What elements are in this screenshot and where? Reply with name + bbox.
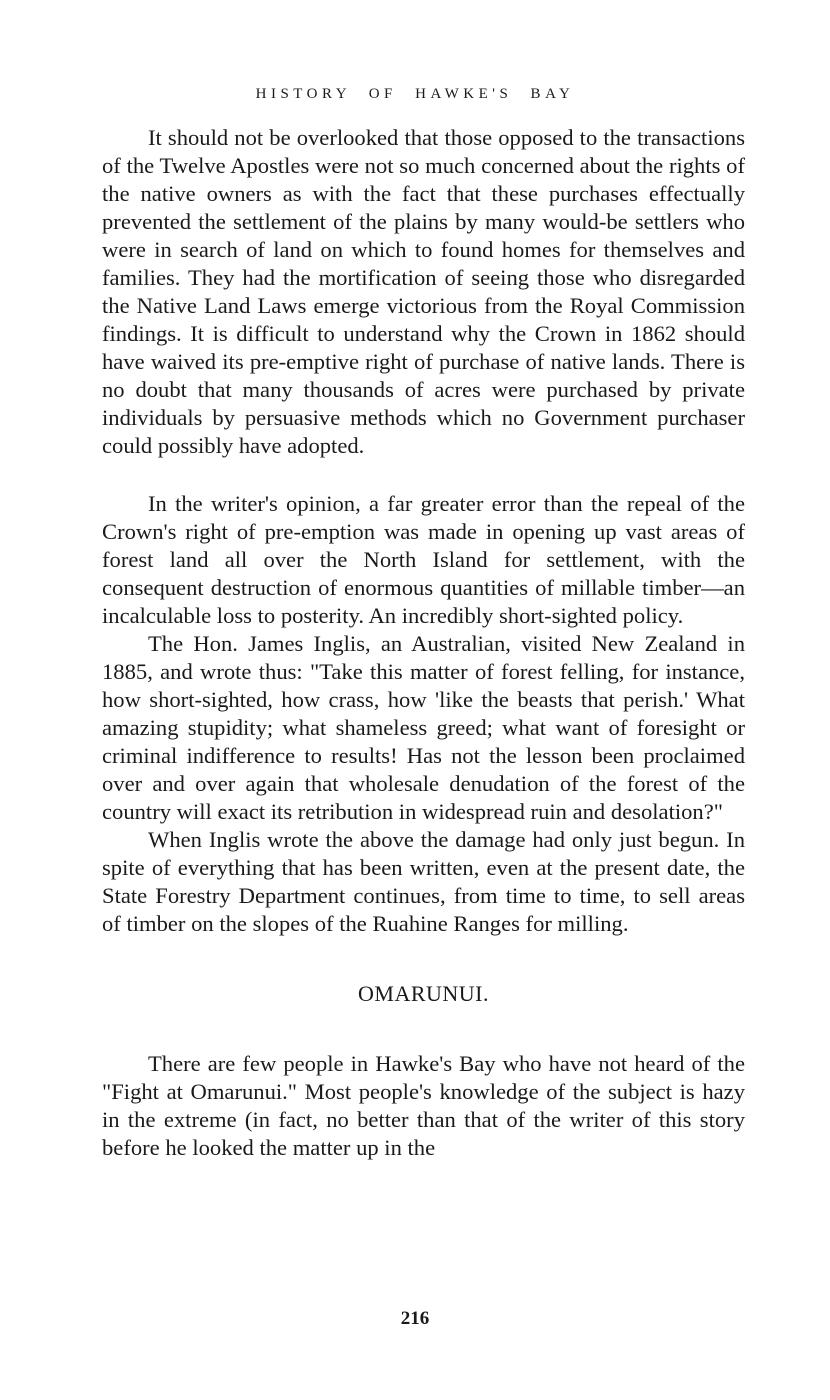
running-header: HISTORY OF HAWKE'S BAY [255,86,575,102]
paragraph-damage-begun: When Inglis wrote the above the damage had only just begun. In spite of everything that has been written, even at the present date, the State Forestry Department continues, from time to time, to sell areas of timber on the slopes of the Ruahine Ranges for milling. [102,827,745,936]
paragraph-forest-land: In the writer's opinion, a far greater error than the repeal of the Crown's right of pre-emption was made in opening up vast areas of forest land all over the North Island for settlement, with the consequent destruction of enormous quantities of millable timber—an incalculable loss to posterity. An incredibly short-sighted policy. [102,491,745,628]
page-number: 216 [400,1308,430,1329]
paragraph-gap [102,460,745,490]
paragraph-twelve-apostles: It should not be overlooked that those opposed to the transactions of the Twelve Apostles were not so much concerned about the rights of the native owners as with the fact that these purchases effectually prevented the settlement of the plains by many would-be settlers who were in search of land on which to found homes for themselves and families. They had the mortification of seeing those who disregarded the Native Land Laws emerge victorious from the Royal Commission findings. It is difficult to understand why the Crown in 1862 should have waived its pre-emptive right of purchase of native lands. There is no doubt that many thousands of acres were purchased by private individuals by persuasive methods which no Government purchaser could possibly have adopted. [102,125,745,458]
paragraph-omarunui-intro: There are few people in Hawke's Bay who have not heard of the "Fight at Omarunui." Most people's knowledge of the subject is hazy in the extreme (in fact, no better than that of the writer of this story before he looked the matter up in the [102,1051,745,1160]
section-heading-omarunui: OMARUNUI. [358,981,489,1006]
body-text [102,124,745,1162]
paragraph-inglis-quote: The Hon. James Inglis, an Australian, visited New Zealand in 1885, and wrote thus: "Take this matter of forest felling, for instance, how short-sighted, how crass, how 'like the beasts that perish.' What amazing stupidity; what shameless greed; what want of foresight or criminal indifference to results! Has not the lesson been proclaimed over and over again that wholesale denudation of the forest of the country will exact its retribution in widespread ruin and desolation?" [102,631,745,824]
